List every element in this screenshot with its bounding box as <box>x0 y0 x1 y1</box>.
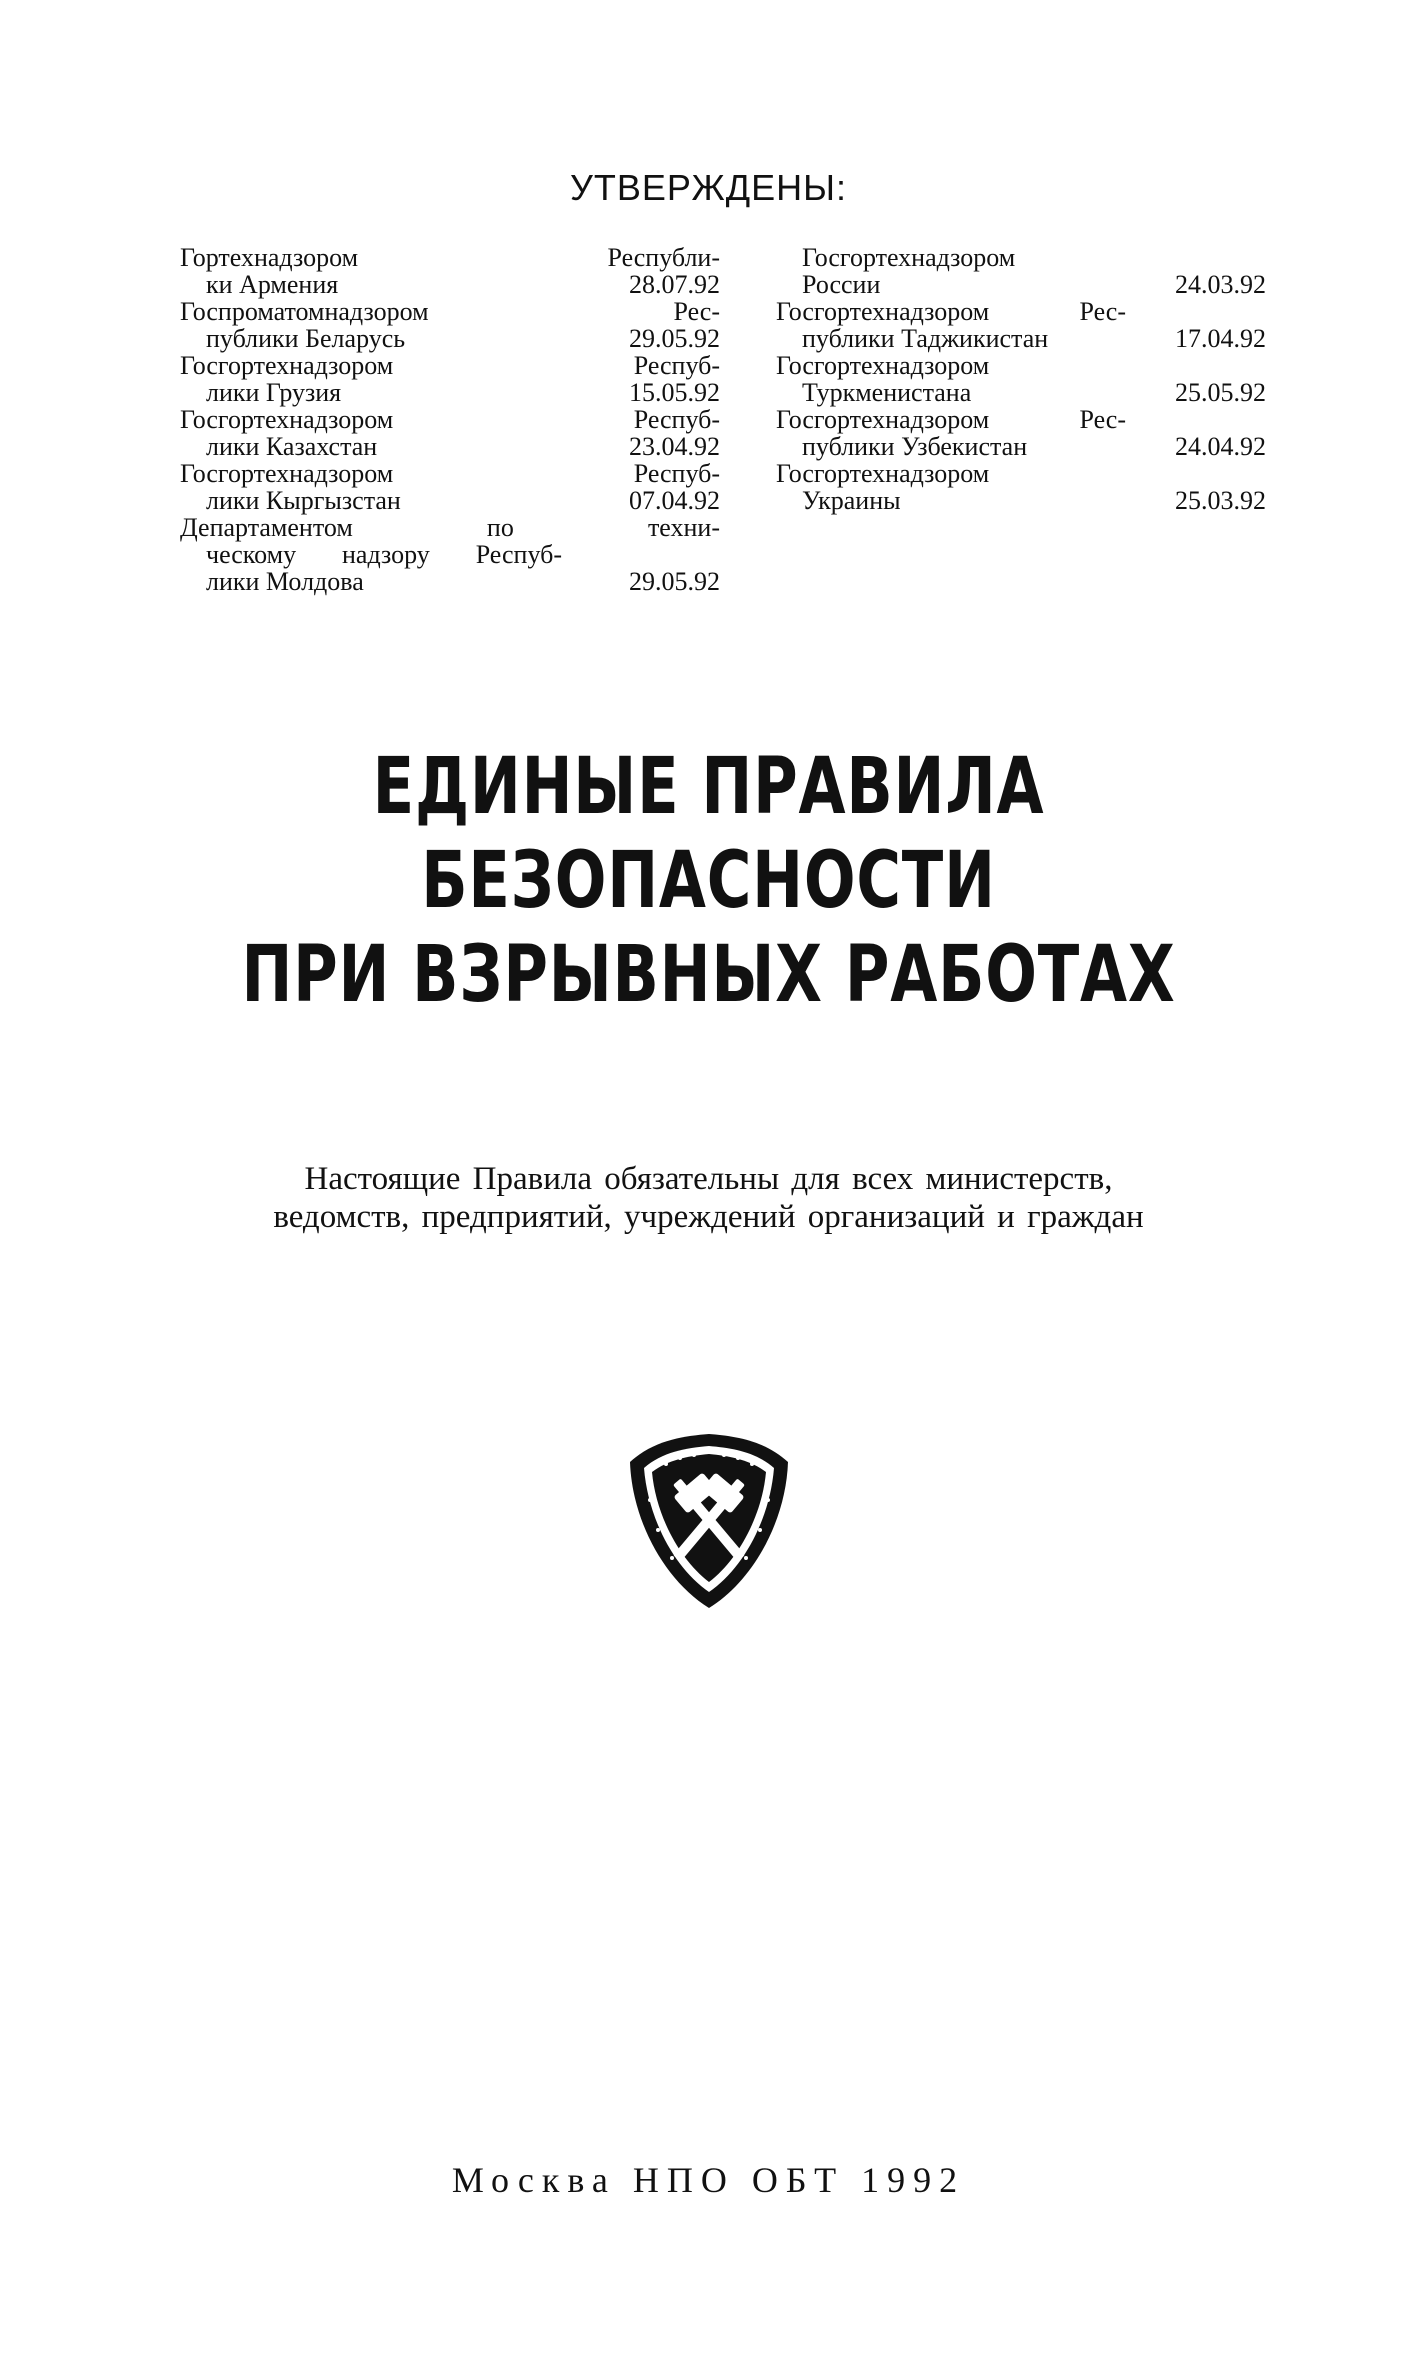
approval-kyrgyzstan <box>180 460 720 514</box>
approval-date: 15.05.92 <box>629 378 720 407</box>
approval-line: Госгортехнадзором <box>802 243 1016 272</box>
crossed-hammers-shield-icon <box>624 1430 794 1612</box>
subtitle-line-2: ведомств, предприятий, учреждений организаций и граждан <box>273 1199 1144 1235</box>
approval-line: публики Беларусь <box>206 324 406 353</box>
approval-line: ческому надзору Респуб- <box>206 540 562 569</box>
approval-line: Туркменистана <box>802 378 972 407</box>
approval-date: 28.07.92 <box>629 270 720 299</box>
approval-date: 23.04.92 <box>629 432 720 461</box>
document-subtitle <box>0 1160 1417 1236</box>
approval-line: лики Кыргызстан <box>206 486 401 515</box>
approval-line: Госгортехнадзором <box>776 459 990 488</box>
approval-line: Госгортехнадзором Респуб- <box>180 459 720 488</box>
approval-line: Госгортехнадзором Респуб- <box>180 351 720 380</box>
title-line-1: ЕДИНЫЕ ПРАВИЛА <box>372 742 1045 832</box>
approval-line: Госгортехнадзором Рес- <box>776 297 1126 326</box>
approval-line: лики Казахстан <box>206 432 378 461</box>
approval-date: 29.05.92 <box>629 567 720 596</box>
approval-line: Госгортехнадзором <box>776 351 990 380</box>
title-line-2: БЕЗОПАСНОСТИ <box>421 836 996 926</box>
approval-date: 24.04.92 <box>1175 432 1266 461</box>
approval-date: 07.04.92 <box>629 486 720 515</box>
publisher-footer: Москва НПО ОБТ 1992 <box>451 2160 966 2200</box>
approval-date: 17.04.92 <box>1175 324 1266 353</box>
approval-kazakhstan <box>180 406 720 460</box>
approval-date: 25.03.92 <box>1175 486 1266 515</box>
approved-heading: УТВЕРЖДЕНЫ: <box>570 167 847 208</box>
approval-uzbekistan <box>776 406 1266 460</box>
title-line-3: ПРИ ВЗРЫВНЫХ РАБОТАХ <box>241 930 1176 1020</box>
approvals-right-column <box>776 244 1266 514</box>
approval-line: ки Армения <box>206 270 339 299</box>
approval-russia <box>776 244 1266 298</box>
approval-line: лики Молдова <box>206 567 364 596</box>
approval-ukraine <box>776 460 1266 514</box>
approvals-left-column <box>180 244 720 595</box>
approval-belarus <box>180 298 720 352</box>
approval-georgia <box>180 352 720 406</box>
approval-date: 24.03.92 <box>1175 270 1266 299</box>
approval-line: публики Узбекистан <box>802 432 1028 461</box>
approval-line: Департаментом по техни- <box>180 513 720 542</box>
approval-line: лики Грузия <box>206 378 342 407</box>
document-title <box>0 740 1417 1022</box>
approval-line: Госгортехнадзором Рес- <box>776 405 1126 434</box>
approval-date: 29.05.92 <box>629 324 720 353</box>
approval-line: Госгортехнадзором Респуб- <box>180 405 720 434</box>
approval-line: Гортехнадзором Республи- <box>180 243 720 272</box>
approval-date: 25.05.92 <box>1175 378 1266 407</box>
approval-line: публики Таджикистан <box>802 324 1049 353</box>
approval-turkmenistan <box>776 352 1266 406</box>
approval-moldova <box>180 514 720 595</box>
subtitle-line-1: Настоящие Правила обязательны для всех министерств, <box>304 1161 1113 1197</box>
approval-armenia <box>180 244 720 298</box>
approval-line: Украины <box>802 486 901 515</box>
approval-tajikistan <box>776 298 1266 352</box>
approval-line: России <box>802 270 881 299</box>
approval-line: Госпроматомнадзором Рес- <box>180 297 720 326</box>
